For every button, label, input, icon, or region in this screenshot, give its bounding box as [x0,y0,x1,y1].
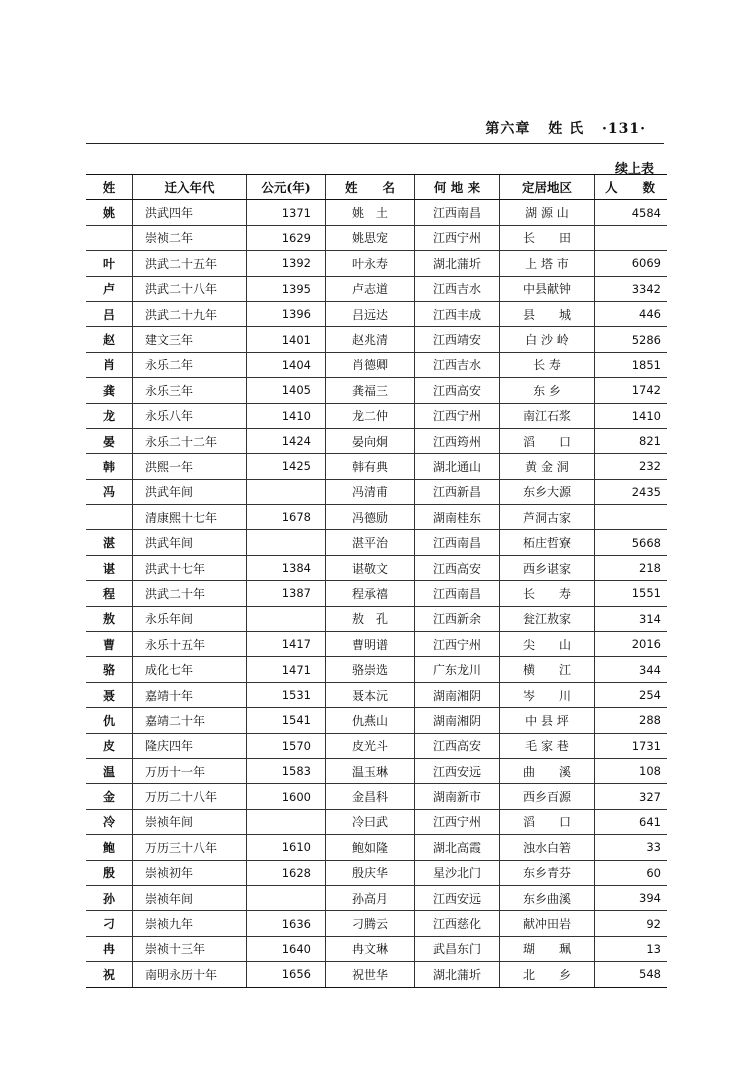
year-cell: 1371 [247,200,326,225]
settlement-cell: 瓮江敖家 [500,606,595,631]
era-cell: 隆庆四年 [133,733,247,758]
population-cell: 344 [595,657,668,682]
surname-cell: 冉 [86,936,133,961]
settlement-cell: 西乡谌家 [500,555,595,580]
population-cell: 1851 [595,352,668,377]
person-name-cell: 冉文琳 [326,936,415,961]
person-name-cell: 冯德励 [326,505,415,530]
table-row [86,758,667,783]
table-row [86,327,667,352]
settlement-cell: 滔 口 [500,428,595,453]
population-cell: 6069 [595,251,668,276]
origin-cell: 江西靖安 [415,327,500,352]
column-header: 迁入年代 [133,175,247,200]
table-row [86,911,667,936]
table-row [86,378,667,403]
origin-cell: 湖南桂东 [415,505,500,530]
chapter-label: 第六章 [485,121,531,137]
era-cell: 永乐二十二年 [133,428,247,453]
settlement-cell: 芦洞古家 [500,505,595,530]
year-cell: 1384 [247,555,326,580]
settlement-cell: 中 县 坪 [500,708,595,733]
person-name-cell: 敖 孔 [326,606,415,631]
person-name-cell: 聂本沅 [326,682,415,707]
surname-cell: 刁 [86,911,133,936]
table-row [86,276,667,301]
year-cell: 1656 [247,962,326,987]
person-name-cell: 姚思宠 [326,225,415,250]
column-header: 姓 名 [326,175,415,200]
era-cell: 崇祯九年 [133,911,247,936]
year-cell: 1600 [247,784,326,809]
table-row [86,454,667,479]
origin-cell: 江西南昌 [415,200,500,225]
surname-cell [86,225,133,250]
surname-cell: 湛 [86,530,133,555]
settlement-cell: 曲 溪 [500,758,595,783]
settlement-cell: 横 江 [500,657,595,682]
year-cell [247,809,326,834]
surname-cell: 程 [86,581,133,606]
surname-cell: 鲍 [86,835,133,860]
surname-cell: 吕 [86,301,133,326]
header-rule [86,143,664,144]
year-cell: 1387 [247,581,326,606]
surname-cell: 骆 [86,657,133,682]
year-cell: 1678 [247,505,326,530]
settlement-cell: 黄 金 洞 [500,454,595,479]
person-name-cell: 龙二仲 [326,403,415,428]
origin-cell: 江西高安 [415,555,500,580]
era-cell: 洪武二十八年 [133,276,247,301]
table-row [86,251,667,276]
year-cell: 1471 [247,657,326,682]
year-cell: 1583 [247,758,326,783]
origin-cell: 湖北蒲圻 [415,251,500,276]
year-cell: 1396 [247,301,326,326]
origin-cell: 广东龙川 [415,657,500,682]
origin-cell: 江西新余 [415,606,500,631]
year-cell: 1570 [247,733,326,758]
settlement-cell: 北 乡 [500,962,595,987]
table-row [86,733,667,758]
era-cell: 洪武十七年 [133,555,247,580]
table-caption: 续上表 [614,162,654,177]
settlement-cell: 东 乡 [500,378,595,403]
population-cell: 1410 [595,403,668,428]
table-row [86,657,667,682]
settlement-cell: 东乡大源 [500,479,595,504]
population-cell: 1731 [595,733,668,758]
settlement-cell: 长 田 [500,225,595,250]
settlement-cell: 浊水白箬 [500,835,595,860]
surname-cell: 韩 [86,454,133,479]
person-name-cell: 韩有典 [326,454,415,479]
settlement-cell: 西乡百源 [500,784,595,809]
year-cell: 1410 [247,403,326,428]
surname-cell: 聂 [86,682,133,707]
origin-cell: 湖南湘阴 [415,708,500,733]
surname-cell: 皮 [86,733,133,758]
population-cell: 327 [595,784,668,809]
settlement-cell: 中县献钟 [500,276,595,301]
year-cell [247,479,326,504]
person-name-cell: 骆崇选 [326,657,415,682]
person-name-cell: 叶永寿 [326,251,415,276]
year-cell [247,606,326,631]
era-cell: 永乐二年 [133,352,247,377]
person-name-cell: 刁腾云 [326,911,415,936]
era-cell: 成化七年 [133,657,247,682]
origin-cell: 江西安远 [415,758,500,783]
surname-cell: 曹 [86,632,133,657]
origin-cell: 湖北通山 [415,454,500,479]
settlement-cell: 献冲田岩 [500,911,595,936]
year-cell: 1424 [247,428,326,453]
table-row [86,606,667,631]
year-cell [247,530,326,555]
era-cell: 建文三年 [133,327,247,352]
person-name-cell: 肖德卿 [326,352,415,377]
settlement-cell: 岑 川 [500,682,595,707]
settlement-cell: 东乡青芬 [500,860,595,885]
table-row [86,225,667,250]
person-name-cell: 孙高月 [326,885,415,910]
settlement-cell: 上 塔 市 [500,251,595,276]
era-cell: 永乐年间 [133,606,247,631]
era-cell: 洪武四年 [133,200,247,225]
origin-cell: 江西筠州 [415,428,500,453]
person-name-cell: 冯清甫 [326,479,415,504]
year-cell: 1628 [247,860,326,885]
origin-cell: 江西宁州 [415,632,500,657]
table-row [86,962,667,987]
person-name-cell: 龚福三 [326,378,415,403]
settlement-cell: 白 沙 岭 [500,327,595,352]
year-cell: 1417 [247,632,326,657]
era-cell: 洪武二十九年 [133,301,247,326]
era-cell: 永乐八年 [133,403,247,428]
person-name-cell: 谌敬文 [326,555,415,580]
origin-cell: 江西高安 [415,733,500,758]
year-cell: 1640 [247,936,326,961]
person-name-cell: 晏向炯 [326,428,415,453]
table-row [86,682,667,707]
surname-cell: 晏 [86,428,133,453]
table-row [86,428,667,453]
table-row [86,835,667,860]
population-cell: 314 [595,606,668,631]
population-cell: 821 [595,428,668,453]
surname-cell [86,505,133,530]
origin-cell: 湖南湘阴 [415,682,500,707]
era-cell: 洪武二十年 [133,581,247,606]
surname-cell: 谌 [86,555,133,580]
year-cell: 1636 [247,911,326,936]
table-row [86,479,667,504]
person-name-cell: 金昌科 [326,784,415,809]
origin-cell: 湖北高霞 [415,835,500,860]
population-cell: 1551 [595,581,668,606]
table-row [86,809,667,834]
population-cell: 3342 [595,276,668,301]
settlement-cell: 瑚 珮 [500,936,595,961]
person-name-cell: 皮光斗 [326,733,415,758]
era-cell: 万历三十八年 [133,835,247,860]
population-cell: 2016 [595,632,668,657]
person-name-cell: 殷庆华 [326,860,415,885]
chapter-title: 姓 氏 [548,121,585,137]
population-cell: 13 [595,936,668,961]
era-cell: 崇祯年间 [133,885,247,910]
surname-cell: 冷 [86,809,133,834]
surname-cell: 金 [86,784,133,809]
era-cell: 永乐三年 [133,378,247,403]
population-cell: 33 [595,835,668,860]
settlement-cell: 柘庄哲寮 [500,530,595,555]
settlement-cell: 南江石浆 [500,403,595,428]
year-cell: 1405 [247,378,326,403]
surname-cell: 孙 [86,885,133,910]
settlement-cell: 毛 家 巷 [500,733,595,758]
year-cell: 1531 [247,682,326,707]
population-cell [595,225,668,250]
population-cell: 394 [595,885,668,910]
year-cell: 1404 [247,352,326,377]
origin-cell: 湖南新市 [415,784,500,809]
surname-cell: 殷 [86,860,133,885]
origin-cell: 江西南昌 [415,530,500,555]
table-row [86,784,667,809]
population-cell: 288 [595,708,668,733]
person-name-cell: 吕远达 [326,301,415,326]
era-cell: 洪武年间 [133,479,247,504]
surname-cell: 姚 [86,200,133,225]
person-name-cell: 赵兆清 [326,327,415,352]
era-cell: 崇祯年间 [133,809,247,834]
person-name-cell: 冷曰武 [326,809,415,834]
surname-cell: 龚 [86,378,133,403]
page-number: ·131· [602,121,646,137]
person-name-cell: 祝世华 [326,962,415,987]
person-name-cell: 温玉琳 [326,758,415,783]
column-header: 定居地区 [500,175,595,200]
table-row [86,301,667,326]
era-cell: 清康熙十七年 [133,505,247,530]
population-cell: 60 [595,860,668,885]
era-cell: 崇祯二年 [133,225,247,250]
year-cell: 1629 [247,225,326,250]
era-cell: 嘉靖二十年 [133,708,247,733]
year-cell: 1401 [247,327,326,352]
table-row [86,530,667,555]
settlement-cell: 长 寿 [500,581,595,606]
era-cell: 万历十一年 [133,758,247,783]
population-cell: 5668 [595,530,668,555]
population-cell: 641 [595,809,668,834]
settlement-cell: 长 寿 [500,352,595,377]
column-header: 公元(年) [247,175,326,200]
surname-cell: 卢 [86,276,133,301]
population-cell: 2435 [595,479,668,504]
origin-cell: 江西吉水 [415,276,500,301]
running-head [485,118,646,138]
population-cell: 446 [595,301,668,326]
table-body [86,200,667,987]
population-cell: 4584 [595,200,668,225]
year-cell: 1541 [247,708,326,733]
origin-cell: 江西慈化 [415,911,500,936]
surname-cell: 温 [86,758,133,783]
person-name-cell: 仇燕山 [326,708,415,733]
population-cell [595,505,668,530]
population-cell: 92 [595,911,668,936]
settlement-cell: 湖 源 山 [500,200,595,225]
person-name-cell: 卢志道 [326,276,415,301]
origin-cell: 武昌东门 [415,936,500,961]
origin-cell: 江西宁州 [415,403,500,428]
table-row [86,708,667,733]
surname-cell: 赵 [86,327,133,352]
surname-cell: 冯 [86,479,133,504]
origin-cell: 江西丰成 [415,301,500,326]
year-cell: 1610 [247,835,326,860]
year-cell: 1425 [247,454,326,479]
person-name-cell: 曹明谱 [326,632,415,657]
table-row [86,403,667,428]
table-row [86,936,667,961]
origin-cell: 江西吉水 [415,352,500,377]
population-cell: 232 [595,454,668,479]
table-row [86,555,667,580]
era-cell: 洪武年间 [133,530,247,555]
person-name-cell: 湛平治 [326,530,415,555]
surname-cell: 敖 [86,606,133,631]
population-cell: 548 [595,962,668,987]
surname-cell: 祝 [86,962,133,987]
year-cell: 1395 [247,276,326,301]
table-row [86,352,667,377]
population-cell: 5286 [595,327,668,352]
era-cell: 洪武二十五年 [133,251,247,276]
surname-cell: 肖 [86,352,133,377]
column-header: 人 数 [595,175,668,200]
era-cell: 崇祯十三年 [133,936,247,961]
era-cell: 崇祯初年 [133,860,247,885]
table-row [86,200,667,225]
settlement-cell: 东乡曲溪 [500,885,595,910]
surname-cell: 叶 [86,251,133,276]
table-row [86,632,667,657]
origin-cell: 江西宁州 [415,809,500,834]
table-row [86,860,667,885]
origin-cell: 星沙北门 [415,860,500,885]
year-cell [247,885,326,910]
origin-cell: 湖北蒲圻 [415,962,500,987]
surname-cell: 龙 [86,403,133,428]
origin-cell: 江西宁州 [415,225,500,250]
settlement-cell: 尖 山 [500,632,595,657]
era-cell: 永乐十五年 [133,632,247,657]
table-header-row [86,175,667,200]
settlement-cell: 滔 口 [500,809,595,834]
year-cell: 1392 [247,251,326,276]
settlement-cell: 县 城 [500,301,595,326]
era-cell: 南明永历十年 [133,962,247,987]
person-name-cell: 鲍如隆 [326,835,415,860]
surname-cell: 仇 [86,708,133,733]
population-cell: 218 [595,555,668,580]
person-name-cell: 姚 土 [326,200,415,225]
origin-cell: 江西安远 [415,885,500,910]
table-row [86,581,667,606]
era-cell: 万历二十八年 [133,784,247,809]
origin-cell: 江西新昌 [415,479,500,504]
population-cell: 1742 [595,378,668,403]
origin-cell: 江西南昌 [415,581,500,606]
column-header: 何 地 来 [415,175,500,200]
table-row [86,505,667,530]
population-cell: 254 [595,682,668,707]
table-row [86,885,667,910]
person-name-cell: 程承禧 [326,581,415,606]
column-header: 姓 [86,175,133,200]
population-cell: 108 [595,758,668,783]
surname-migration-table [86,174,667,988]
era-cell: 洪熙一年 [133,454,247,479]
era-cell: 嘉靖十年 [133,682,247,707]
origin-cell: 江西高安 [415,378,500,403]
